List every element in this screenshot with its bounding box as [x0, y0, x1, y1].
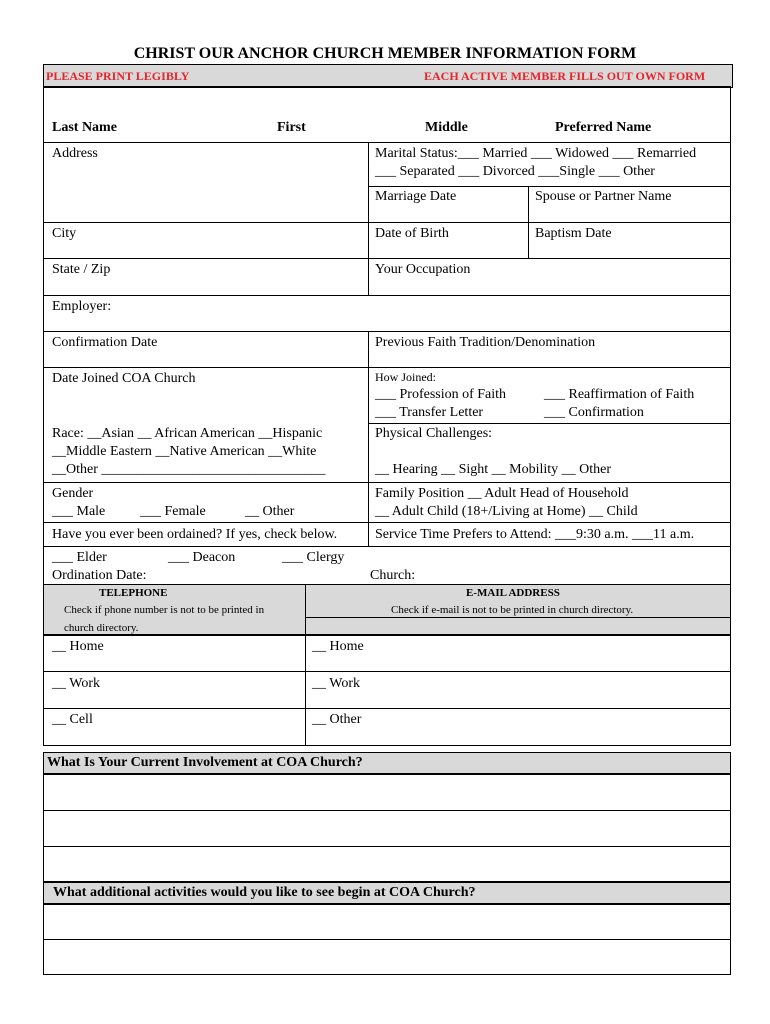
marital-status-line2[interactable]: ___ Separated ___ Divorced ___Single ___ Other: [375, 164, 655, 179]
email-header: E-MAIL ADDRESS: [466, 587, 560, 599]
how-joined-reaffirmation[interactable]: ___ Reaffirmation of Faith: [544, 387, 695, 402]
activities-question: What additional activities would you like to see begin at COA Church?: [53, 885, 476, 900]
preferred-name-label: Preferred Name: [555, 120, 652, 135]
gender-male[interactable]: ___ Male: [52, 504, 106, 519]
ordained-question: Have you ever been ordained? If yes, check below.: [52, 527, 338, 542]
baptism-date-field[interactable]: Baptism Date: [535, 226, 612, 241]
how-joined-transfer[interactable]: ___ Transfer Letter: [375, 405, 484, 420]
email-home-field[interactable]: __ Home: [312, 639, 364, 654]
each-member-note: EACH ACTIVE MEMBER FILLS OUT OWN FORM: [424, 69, 706, 83]
gender-other[interactable]: __ Other: [245, 504, 295, 519]
spouse-name-field[interactable]: Spouse or Partner Name: [535, 189, 672, 204]
race-line3[interactable]: __Other ________________________________: [52, 462, 326, 477]
service-time-field[interactable]: Service Time Prefers to Attend: ___9:30 a.m. ___11 a.m.: [375, 527, 695, 542]
race-line1[interactable]: Race: __Asian __ African American __Hispanic: [52, 426, 323, 441]
email-work-field[interactable]: __ Work: [312, 676, 361, 691]
middle-name-label: Middle: [425, 120, 468, 135]
phone-work-field[interactable]: __ Work: [52, 676, 101, 691]
involvement-question: What Is Your Current Involvement at COA Church?: [47, 755, 363, 770]
physical-challenges-label: Physical Challenges:: [375, 426, 493, 441]
telephone-note-line1: Check if phone number is not to be printed in: [64, 604, 265, 616]
physical-challenges-options[interactable]: __ Hearing __ Sight __ Mobility __ Other: [375, 462, 612, 477]
ordination-date-field[interactable]: Ordination Date:: [52, 568, 147, 583]
city-field[interactable]: City: [52, 226, 77, 241]
confirmation-date-field[interactable]: Confirmation Date: [52, 335, 158, 350]
last-name-label: Last Name: [52, 120, 117, 135]
address-field[interactable]: Address: [52, 146, 98, 161]
gender-female[interactable]: ___ Female: [140, 504, 206, 519]
employer-field[interactable]: Employer:: [52, 299, 112, 314]
telephone-header: TELEPHONE: [99, 587, 168, 599]
marital-status-line1[interactable]: Marital Status:___ Married ___ Widowed ___ Remarried: [375, 146, 697, 161]
how-joined-profession[interactable]: ___ Profession of Faith: [375, 387, 507, 402]
previous-faith-field[interactable]: Previous Faith Tradition/Denomination: [375, 335, 596, 350]
phone-cell-field[interactable]: __ Cell: [52, 712, 93, 727]
page-title: CHRIST OUR ANCHOR CHURCH MEMBER INFORMATION FORM: [133, 45, 637, 62]
first-name-label: First: [277, 120, 306, 135]
ordination-church-field[interactable]: Church:: [370, 568, 416, 583]
gender-label: Gender: [52, 486, 94, 501]
how-joined-label: How Joined:: [375, 370, 436, 384]
phone-home-field[interactable]: __ Home: [52, 639, 104, 654]
email-other-field[interactable]: __ Other: [312, 712, 362, 727]
email-note: Check if e-mail is not to be printed in church directory.: [391, 604, 634, 616]
family-position-line1[interactable]: Family Position __ Adult Head of Household: [375, 486, 629, 501]
how-joined-confirmation[interactable]: ___ Confirmation: [544, 405, 644, 420]
activities-header: [43, 882, 731, 904]
family-position-line2[interactable]: __ Adult Child (18+/Living at Home) __ Child: [375, 504, 638, 519]
telephone-note-line2: church directory.: [64, 622, 139, 634]
print-legibly-note: PLEASE PRINT LEGIBLY: [46, 69, 190, 83]
involvement-header: [43, 752, 731, 774]
date-of-birth-field[interactable]: Date of Birth: [375, 226, 449, 241]
marriage-date-field[interactable]: Marriage Date: [375, 189, 457, 204]
ordination-deacon[interactable]: ___ Deacon: [168, 550, 236, 565]
ordination-elder[interactable]: ___ Elder: [52, 550, 107, 565]
date-joined-field[interactable]: Date Joined COA Church: [52, 371, 196, 386]
instruction-banner: [43, 64, 733, 88]
contact-rows-box: [43, 635, 731, 746]
state-zip-field[interactable]: State / Zip: [52, 262, 111, 277]
involvement-lines[interactable]: [43, 774, 731, 882]
ordination-clergy[interactable]: ___ Clergy: [282, 550, 345, 565]
occupation-field[interactable]: Your Occupation: [375, 262, 471, 277]
race-line2[interactable]: __Middle Eastern __Native American __White: [52, 444, 317, 459]
